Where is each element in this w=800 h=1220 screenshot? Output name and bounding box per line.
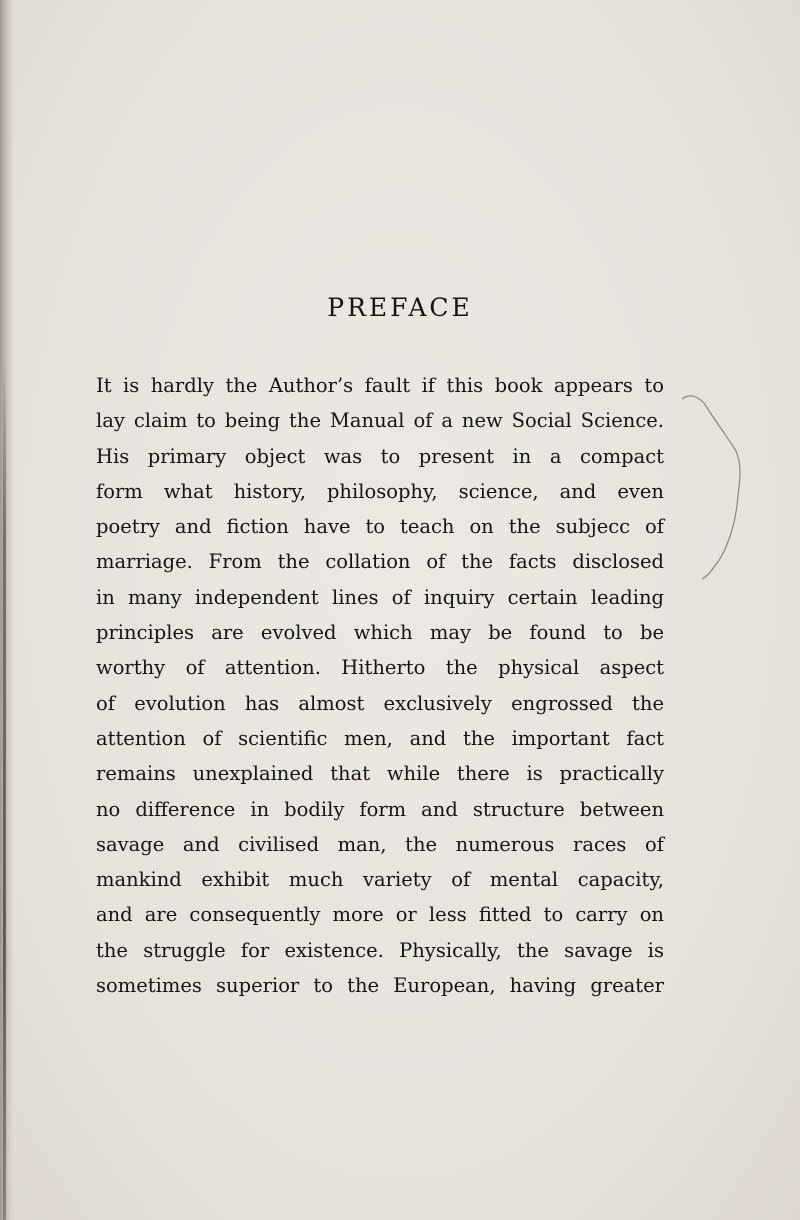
text-line-14: savage and civilised man, the numerous races of: [96, 832, 664, 856]
text-line-10: of evolution has almost exclusively engrossed the: [96, 691, 664, 715]
binding-line: [3, 360, 6, 1220]
text-line-13: no difference in bodily form and structure between: [96, 797, 664, 821]
text-line-12: remains unexplained that while there is practically: [96, 762, 664, 786]
text-line-11: attention of scientific men, and the important fact: [96, 726, 664, 750]
margin-bracket-mark: [680, 395, 750, 585]
text-line-5: poetry and fiction have to teach on the subjecc of: [96, 515, 664, 539]
text-line-15: mankind exhibit much variety of mental capacity,: [96, 868, 664, 892]
text-line-4: form what history, philosophy, science, and even: [96, 479, 664, 503]
page-heading: PREFACE: [327, 293, 473, 322]
text-line-3: His primary object was to present in a compact: [96, 444, 664, 468]
preface-body: [96, 368, 664, 1003]
text-line-6: marriage. From the collation of the facts disclosed: [96, 550, 664, 574]
text-line-9: worthy of attention. Hitherto the physical aspect: [96, 656, 664, 680]
text-line-7: in many independent lines of inquiry certain leading: [96, 585, 664, 609]
text-line-2: lay claim to being the Manual of a new Social Science.: [96, 409, 664, 433]
text-line-18: sometimes superior to the European, having greater: [96, 974, 664, 998]
text-line-1: It is hardly the Author’s fault if this book appears to: [96, 374, 664, 397]
text-line-17: the struggle for existence. Physically, the savage is: [96, 938, 664, 962]
text-line-8: principles are evolved which may be found to be: [96, 621, 664, 645]
text-line-16: and are consequently more or less fitted to carry on: [96, 903, 664, 927]
